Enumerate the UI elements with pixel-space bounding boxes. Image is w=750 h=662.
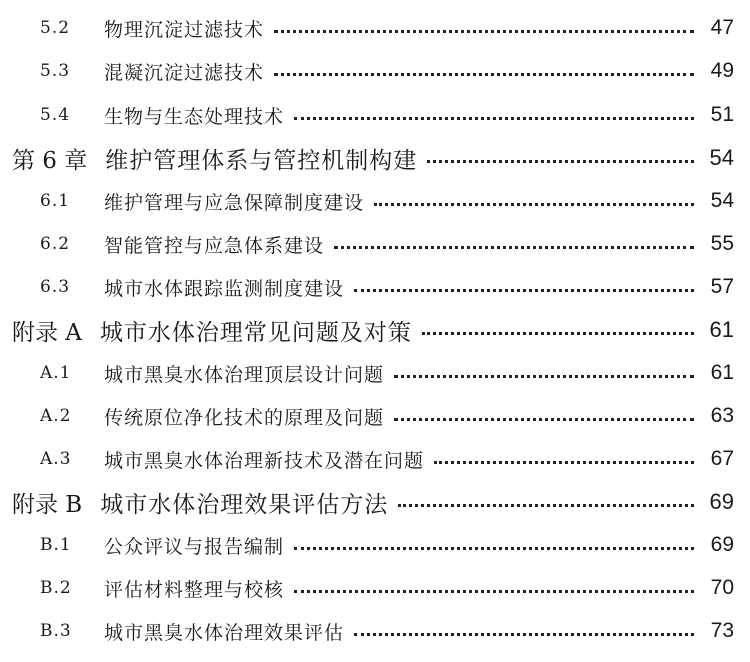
toc-entry-5-4[interactable]: [0, 95, 750, 135]
section-number: 5.3: [40, 61, 71, 81]
toc-entry-chapter-6[interactable]: [0, 137, 750, 179]
page-number: 69: [709, 489, 734, 514]
chapter-number: 第 6 章: [12, 147, 88, 174]
appendix-title: 城市水体治理常见问题及对策: [99, 319, 412, 346]
toc-entry-5-2[interactable]: [0, 8, 750, 48]
page-number: 70: [710, 576, 734, 599]
section-title: 传统原位净化技术的原理及问题: [104, 406, 385, 429]
section-number: 6.2: [40, 234, 71, 254]
dot-leader: [434, 461, 694, 464]
page-number: 49: [710, 59, 734, 82]
appendix-number: 附录 B: [12, 491, 83, 518]
dot-leader: [422, 332, 694, 335]
page-number: 57: [710, 275, 734, 298]
toc-entry-b-1[interactable]: [0, 525, 750, 565]
section-number: B.3: [40, 621, 72, 641]
dot-leader: [394, 375, 694, 378]
toc-entry-a-3[interactable]: [0, 439, 750, 479]
page-number: 55: [710, 232, 734, 255]
page-number: 51: [710, 103, 734, 126]
section-title: 城市黑臭水体治理新技术及潜在问题: [104, 449, 425, 472]
section-number: 5.2: [40, 18, 71, 38]
section-number: 6.3: [40, 277, 71, 297]
section-title: 城市黑臭水体治理效果评估: [104, 621, 345, 644]
section-title: 城市黑臭水体治理顶层设计问题: [104, 363, 385, 386]
toc-entry-a-1[interactable]: [0, 353, 750, 393]
dot-leader: [354, 289, 694, 292]
page-number: 61: [709, 317, 734, 342]
section-title: 混凝沉淀过滤技术: [104, 61, 265, 84]
toc-entry-b-2[interactable]: [0, 568, 750, 608]
section-title: 公众评议与报告编制: [104, 535, 285, 558]
page-number: 69: [710, 533, 734, 556]
toc-entry-5-3[interactable]: [0, 51, 750, 91]
page-number: 63: [710, 404, 734, 427]
section-title: 评估材料整理与校核: [104, 578, 285, 601]
page-number: 54: [710, 189, 734, 212]
toc-entry-appendix-a[interactable]: [0, 309, 750, 351]
dot-leader: [394, 418, 694, 421]
page-number: 47: [710, 16, 734, 39]
appendix-title: 城市水体治理效果评估方法: [100, 491, 389, 518]
section-number: 5.4: [40, 105, 71, 125]
section-number: B.1: [40, 535, 72, 555]
chapter-title: 维护管理体系与管控机制构建: [105, 147, 418, 174]
section-title: 生物与生态处理技术: [104, 105, 285, 128]
section-title: 维护管理与应急保障制度建设: [104, 191, 365, 214]
section-number: A.1: [40, 363, 72, 383]
dot-leader: [274, 73, 694, 76]
page-number: 73: [710, 619, 734, 642]
dot-leader: [374, 203, 694, 206]
dot-leader: [294, 547, 694, 550]
dot-leader: [294, 117, 694, 120]
page-number: 54: [709, 145, 734, 170]
section-number: 6.1: [40, 191, 71, 211]
dot-leader: [398, 504, 694, 507]
section-number: B.2: [40, 578, 72, 598]
toc-entry-6-1[interactable]: [0, 181, 750, 221]
section-title: 智能管控与应急体系建设: [104, 234, 325, 257]
page-number: 67: [710, 447, 734, 470]
dot-leader: [427, 160, 694, 163]
dot-leader: [294, 590, 694, 593]
section-title: 物理沉淀过滤技术: [104, 18, 265, 41]
toc-entry-appendix-b[interactable]: [0, 481, 750, 523]
page-number: 61: [710, 361, 734, 384]
dot-leader: [274, 30, 694, 33]
section-number: A.2: [40, 406, 72, 426]
toc-entry-6-3[interactable]: [0, 267, 750, 307]
dot-leader: [354, 633, 694, 636]
appendix-number: 附录 A: [12, 319, 82, 346]
toc-entry-b-3[interactable]: [0, 611, 750, 651]
toc-entry-a-2[interactable]: [0, 396, 750, 436]
toc-entry-6-2[interactable]: [0, 224, 750, 264]
section-number: A.3: [40, 449, 72, 469]
section-title: 城市水体跟踪监测制度建设: [104, 277, 345, 300]
dot-leader: [334, 246, 694, 249]
